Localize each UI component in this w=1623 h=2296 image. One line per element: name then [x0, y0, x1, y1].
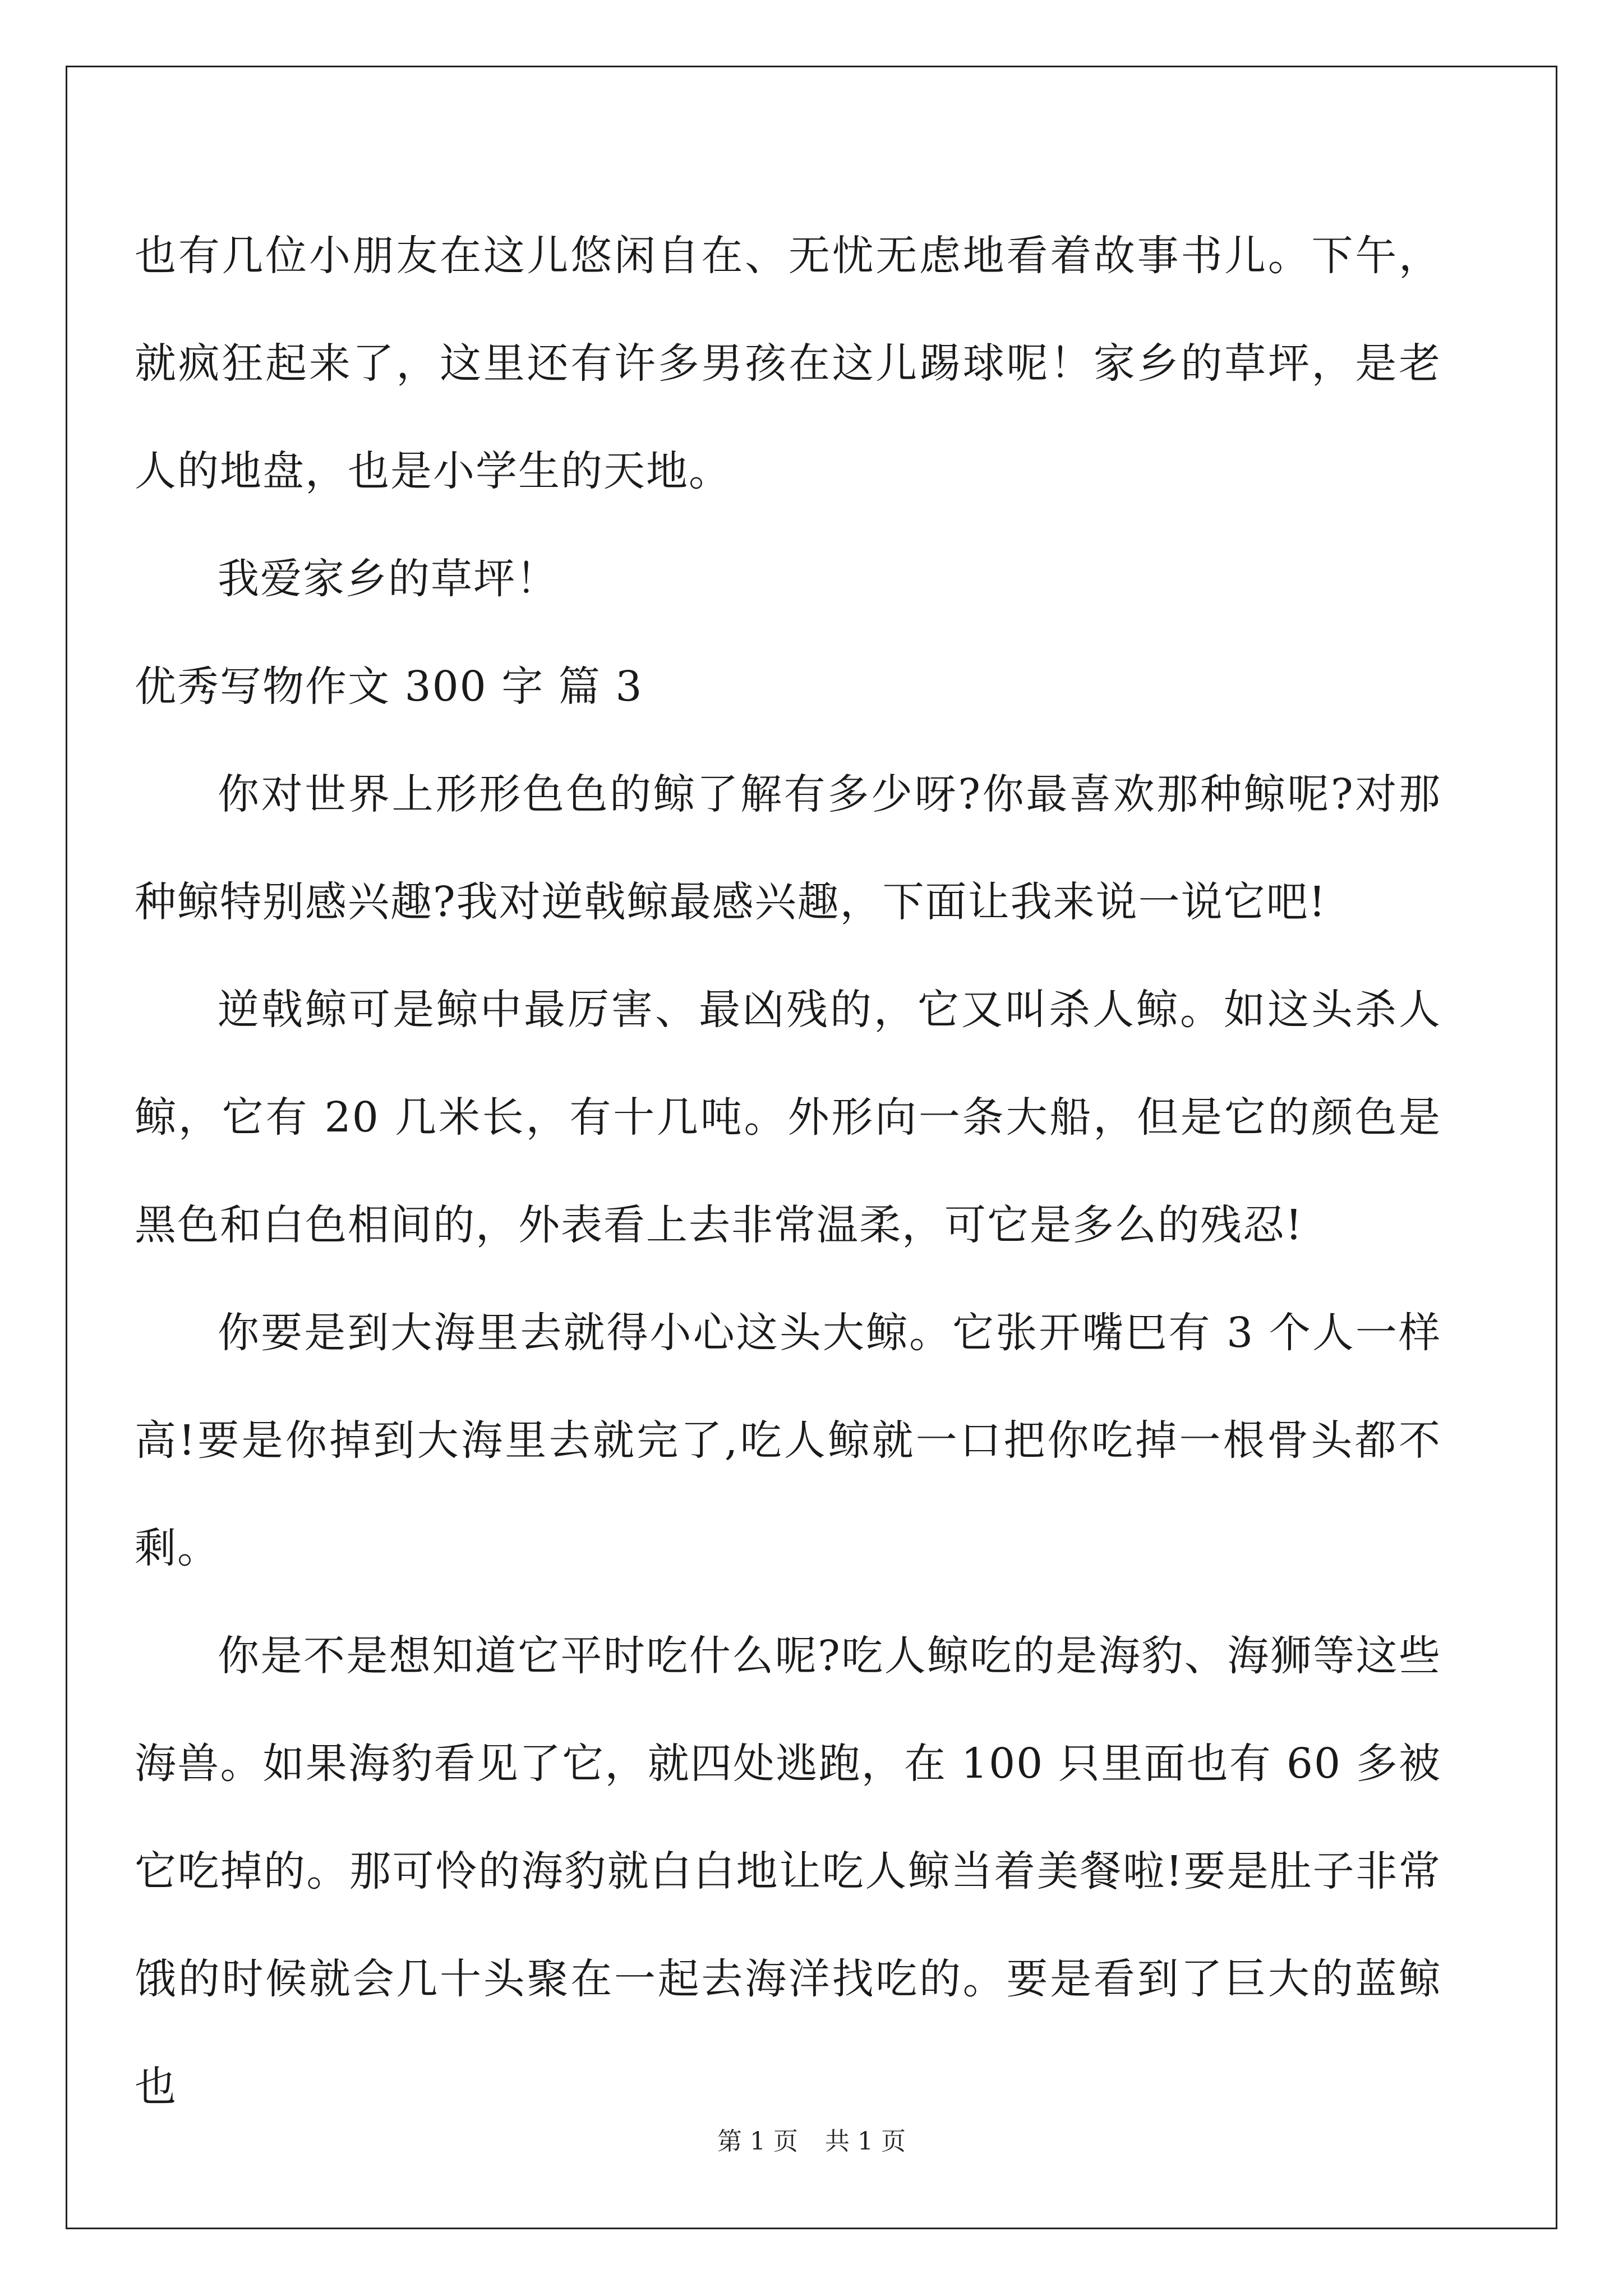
- paragraph-5: 你要是到大海里去就得小心这头大鲸。它张开嘴巴有 3 个人一样高!要是你掉到大海里去就完了,吃人鲸就一口把你吃掉一根骨头都不剩。: [135, 1309, 1441, 1572]
- page-total: 共 1 页: [825, 2127, 906, 2156]
- page-footer: [0, 2125, 1623, 2159]
- paragraph-2: 我爱家乡的草坪！: [218, 555, 559, 603]
- paragraph-6: 你是不是想知道它平时吃什么呢?吃人鲸吃的是海豹、海狮等这些海兽。如果海豹看见了它，就四处逃跑，在 100 只里面也有 60 多被它吃掉的。那可怜的海豹就白白地让吃人鲸当着美餐啦!要是肚子非常饿的时候就会几十头聚在一起去海洋找吃的。要是看到了巨大的蓝鲸也: [135, 1632, 1441, 2111]
- paragraph-3: 你对世界上形形色色的鲸了解有多少呀?你最喜欢那种鲸呢?对那种鲸特别感兴趣?我对逆戟鲸最感兴趣，下面让我来说一说它吧!: [135, 770, 1441, 926]
- section-heading: 优秀写物作文 300 字 篇 3: [135, 662, 643, 711]
- document-body: [135, 202, 1441, 2141]
- paragraph-4: 逆戟鲸可是鲸中最厉害、最凶残的，它又叫杀人鲸。如这头杀人鲸，它有 20 几米长，有十几吨。外形向一条大船，但是它的颜色是黑色和白色相间的，外表看上去非常温柔，可它是多么的残忍!: [135, 986, 1441, 1249]
- page-number: 第 1 页: [717, 2127, 798, 2156]
- paragraph-1: 也有几位小朋友在这儿悠闲自在、无忧无虑地看着故事书儿。下午，就疯狂起来了，这里还有许多男孩在这儿踢球呢！家乡的草坪，是老人的地盘，也是小学生的天地。: [135, 232, 1441, 495]
